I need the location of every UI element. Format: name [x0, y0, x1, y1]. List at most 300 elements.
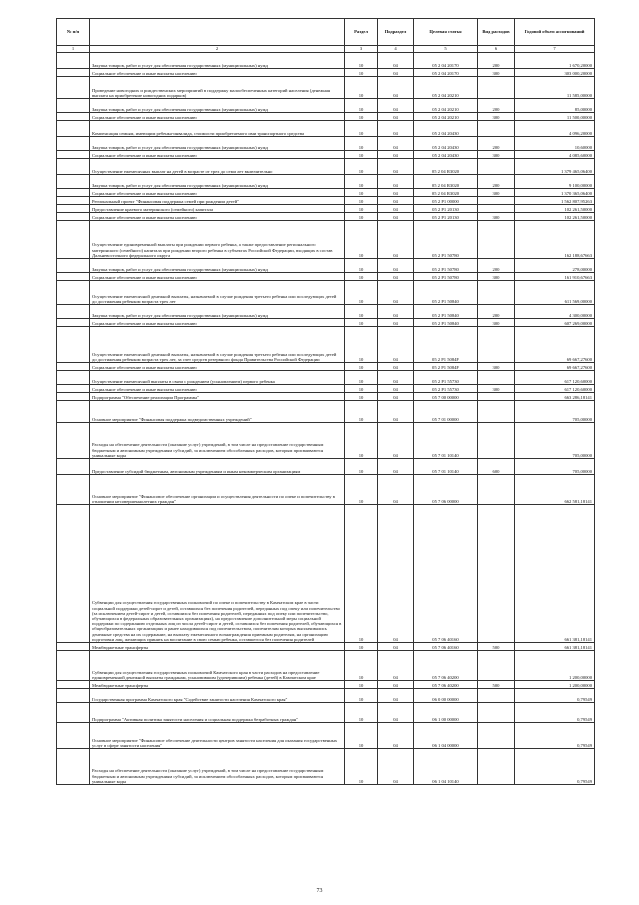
row-sum-cell: 4 096,20000	[515, 121, 595, 137]
row-num-cell	[57, 69, 90, 77]
row-sum-cell: 161 910,67663	[515, 273, 595, 281]
row-podrazdel-cell: 04	[378, 53, 414, 69]
row-razdel-cell: 10	[345, 423, 378, 459]
row-vid-cell	[478, 689, 515, 703]
row-razdel-cell: 10	[345, 69, 378, 77]
row-sum-cell: 1 200,00000	[515, 681, 595, 689]
row-podrazdel-cell: 04	[378, 259, 414, 273]
row-name-cell: Осуществление ежемесячной денежной выплаты, назначаемой в случае рождения третьего ребенка или последующих детей до достижения ребенком возраста трех лет, за счет средств резервного фонда Правительства Российской Федерации	[90, 327, 345, 363]
row-target-cell: 05 2 04 20170	[414, 69, 478, 77]
row-razdel-cell: 10	[345, 651, 378, 681]
row-razdel-cell: 10	[345, 137, 378, 151]
row-razdel-cell: 10	[345, 643, 378, 651]
row-num-cell	[57, 459, 90, 475]
row-num-cell	[57, 651, 90, 681]
row-podrazdel-cell: 04	[378, 121, 414, 137]
table-row	[57, 505, 595, 643]
row-podrazdel-cell: 04	[378, 319, 414, 327]
table-row	[57, 99, 595, 113]
row-name-cell: Осуществление ежемесячных выплат на детей в возрасте от трех до семи лет включительно	[90, 159, 345, 175]
header-target: Целевая статья	[414, 19, 478, 46]
row-razdel-cell: 10	[345, 53, 378, 69]
table-row	[57, 319, 595, 327]
row-razdel-cell: 10	[345, 385, 378, 393]
row-target-cell: 05 7 01 00000	[414, 401, 478, 423]
row-razdel-cell: 10	[345, 221, 378, 259]
row-num-cell	[57, 121, 90, 137]
budget-table-sheet	[56, 18, 594, 785]
row-target-cell: 05 7 06 40200	[414, 651, 478, 681]
row-vid-cell: 300	[478, 273, 515, 281]
row-vid-cell: 300	[478, 189, 515, 197]
row-name-cell: Осуществление ежемесячной выплаты в связи с рождением (усыновлением) первого ребенка	[90, 371, 345, 385]
row-num-cell	[57, 319, 90, 327]
row-name-cell: Социальное обеспечение и иные выплаты населению	[90, 363, 345, 371]
row-sum-cell: 4 085,60000	[515, 151, 595, 159]
row-podrazdel-cell: 04	[378, 423, 414, 459]
row-vid-cell: 300	[478, 151, 515, 159]
row-name-cell: Закупка товаров, работ и услуг для обеспечения государственных (муниципальных) нужд	[90, 305, 345, 319]
row-num-cell	[57, 189, 90, 197]
row-razdel-cell: 10	[345, 77, 378, 99]
row-vid-cell: 300	[478, 213, 515, 221]
table-row	[57, 221, 595, 259]
row-razdel-cell: 10	[345, 205, 378, 213]
row-razdel-cell: 10	[345, 371, 378, 385]
table-row	[57, 69, 595, 77]
row-vid-cell	[478, 371, 515, 385]
row-name-cell: Социальное обеспечение и иные выплаты населению	[90, 385, 345, 393]
row-vid-cell: 200	[478, 175, 515, 189]
row-podrazdel-cell: 04	[378, 327, 414, 363]
table-row	[57, 281, 595, 305]
row-target-cell: 05 2 04 R3020	[414, 189, 478, 197]
row-num-cell	[57, 393, 90, 401]
row-num-cell	[57, 53, 90, 69]
row-num-cell	[57, 259, 90, 273]
row-sum-cell: 10,60000	[515, 137, 595, 151]
row-podrazdel-cell: 04	[378, 137, 414, 151]
row-razdel-cell: 10	[345, 99, 378, 113]
row-sum-cell: 4 300,00000	[515, 305, 595, 319]
row-podrazdel-cell: 04	[378, 401, 414, 423]
row-num-cell	[57, 305, 90, 319]
row-sum-cell: 705,00000	[515, 459, 595, 475]
row-razdel-cell: 10	[345, 505, 378, 643]
row-sum-cell: 0,79549	[515, 749, 595, 785]
row-sum-cell: 663 286,18141	[515, 393, 595, 401]
row-razdel-cell: 10	[345, 393, 378, 401]
row-podrazdel-cell: 04	[378, 99, 414, 113]
column-number: 5	[414, 46, 478, 53]
row-target-cell: 05 7 06 40160	[414, 643, 478, 651]
row-razdel-cell: 10	[345, 475, 378, 505]
row-sum-cell: 9 100,00000	[515, 175, 595, 189]
row-vid-cell	[478, 393, 515, 401]
table-row	[57, 53, 595, 69]
row-vid-cell: 200	[478, 53, 515, 69]
row-podrazdel-cell: 04	[378, 305, 414, 319]
column-number: 1	[57, 46, 90, 53]
row-num-cell	[57, 371, 90, 385]
table-row	[57, 371, 595, 385]
row-vid-cell: 500	[478, 643, 515, 651]
row-razdel-cell: 10	[345, 213, 378, 221]
row-sum-cell: 278,00000	[515, 259, 595, 273]
row-vid-cell	[478, 327, 515, 363]
row-sum-cell: 611 569,00000	[515, 281, 595, 305]
table-row	[57, 175, 595, 189]
row-razdel-cell: 10	[345, 723, 378, 749]
table-row	[57, 259, 595, 273]
table-row	[57, 643, 595, 651]
row-sum-cell: 0,79549	[515, 723, 595, 749]
table-row	[57, 137, 595, 151]
row-razdel-cell: 10	[345, 401, 378, 423]
row-name-cell: Основное мероприятие "Финансовое обеспечение организации и осуществления деятельности по опеке и попечительству в отношении несовершеннолетних граждан"	[90, 475, 345, 505]
row-name-cell: Закупка товаров, работ и услуг для обеспечения государственных (муниципальных) нужд	[90, 137, 345, 151]
row-razdel-cell: 10	[345, 151, 378, 159]
row-target-cell: 05 2 P1 5084F	[414, 363, 478, 371]
column-number: 3	[345, 46, 378, 53]
row-num-cell	[57, 681, 90, 689]
row-podrazdel-cell: 04	[378, 475, 414, 505]
row-podrazdel-cell: 04	[378, 273, 414, 281]
row-name-cell: Расходы на обеспечение деятельности (оказание услуг) учреждений, в том числе на предоставление государственным бюджетным и автономным учреждениям субсидий, за исключением обособленных расходов, которым присваиваются уникальные коды	[90, 423, 345, 459]
table-row	[57, 273, 595, 281]
row-name-cell: Подпрограмма "Обеспечение реализации Программы"	[90, 393, 345, 401]
table-row	[57, 681, 595, 689]
row-num-cell	[57, 423, 90, 459]
row-name-cell: Межбюджетные трансферты	[90, 681, 345, 689]
row-sum-cell: 1 370 365,06400	[515, 189, 595, 197]
row-razdel-cell: 10	[345, 259, 378, 273]
row-razdel-cell: 10	[345, 459, 378, 475]
column-number: 2	[90, 46, 345, 53]
table-row	[57, 159, 595, 175]
row-vid-cell	[478, 121, 515, 137]
row-num-cell	[57, 205, 90, 213]
table-row	[57, 703, 595, 723]
row-name-cell: Региональный проект "Финансовая поддержка семей при рождении детей"	[90, 197, 345, 205]
row-vid-cell	[478, 505, 515, 643]
row-razdel-cell: 10	[345, 703, 378, 723]
row-podrazdel-cell: 04	[378, 385, 414, 393]
row-vid-cell: 300	[478, 113, 515, 121]
row-target-cell: 06 1 04 10140	[414, 749, 478, 785]
row-razdel-cell: 10	[345, 363, 378, 371]
row-vid-cell: 200	[478, 137, 515, 151]
row-target-cell: 05 2 04 R3020	[414, 159, 478, 175]
row-podrazdel-cell: 04	[378, 651, 414, 681]
row-sum-cell: 1 200,00000	[515, 651, 595, 681]
row-razdel-cell: 10	[345, 305, 378, 319]
page-number: 73	[316, 888, 323, 894]
row-name-cell: Закупка товаров, работ и услуг для обеспечения государственных (муниципальных) нужд	[90, 99, 345, 113]
row-num-cell	[57, 401, 90, 423]
row-vid-cell	[478, 221, 515, 259]
row-podrazdel-cell: 04	[378, 459, 414, 475]
table-body	[57, 53, 595, 785]
row-num-cell	[57, 475, 90, 505]
row-vid-cell: 600	[478, 459, 515, 475]
row-sum-cell: 617 120,60000	[515, 385, 595, 393]
header-razdel: Раздел	[345, 19, 378, 46]
row-razdel-cell: 10	[345, 689, 378, 703]
row-name-cell: Предоставление субсидий бюджетным, автономным учреждениям и иным некоммерческим организациям	[90, 459, 345, 475]
row-target-cell: 05 2 P1 55730	[414, 371, 478, 385]
row-sum-cell: 607 269,00000	[515, 319, 595, 327]
row-sum-cell: 162 188,67663	[515, 221, 595, 259]
row-name-cell: Компенсация семьям, имеющим ребенка-инвалида, стоимости приобретаемого ими транспортного средства	[90, 121, 345, 137]
row-podrazdel-cell: 04	[378, 69, 414, 77]
row-vid-cell: 200	[478, 305, 515, 319]
row-name-cell: Социальное обеспечение и иные выплаты населению	[90, 213, 345, 221]
row-sum-cell: 617 120,60000	[515, 371, 595, 385]
row-target-cell: 05 7 06 40160	[414, 505, 478, 643]
row-name-cell: Субвенции для осуществления государственных полномочий Камчатского края в части расходов на предоставление единовременной денежной выплаты гражданам, усыновившим (удочерившим) ребенка (детей) в Камчатском крае	[90, 651, 345, 681]
row-vid-cell	[478, 423, 515, 459]
row-num-cell	[57, 643, 90, 651]
row-podrazdel-cell: 04	[378, 505, 414, 643]
table-row	[57, 423, 595, 459]
row-podrazdel-cell: 04	[378, 77, 414, 99]
row-podrazdel-cell: 04	[378, 393, 414, 401]
row-podrazdel-cell: 04	[378, 371, 414, 385]
row-num-cell	[57, 327, 90, 363]
header-sum: Годовой объем ассигнований	[515, 19, 595, 46]
row-name-cell: Социальное обеспечение и иные выплаты населению	[90, 319, 345, 327]
row-name-cell: Предоставление краевого материнского (семейного) капитала	[90, 205, 345, 213]
row-podrazdel-cell: 04	[378, 681, 414, 689]
header-podrazdel: Подраздел	[378, 19, 414, 46]
row-target-cell: 05 7 01 10140	[414, 459, 478, 475]
row-vid-cell: 200	[478, 259, 515, 273]
row-target-cell: 05 7 06 40200	[414, 681, 478, 689]
table-row	[57, 121, 595, 137]
row-sum-cell: 661 381,18141	[515, 643, 595, 651]
row-podrazdel-cell: 04	[378, 151, 414, 159]
row-target-cell: 05 2 P1 00000	[414, 197, 478, 205]
table-row	[57, 189, 595, 197]
row-vid-cell: 300	[478, 69, 515, 77]
row-name-cell: Социальное обеспечение и иные выплаты населению	[90, 69, 345, 77]
row-name-cell: Закупка товаров, работ и услуг для обеспечения государственных (муниципальных) нужд	[90, 53, 345, 69]
row-num-cell	[57, 703, 90, 723]
budget-table	[56, 18, 595, 785]
row-num-cell	[57, 151, 90, 159]
row-razdel-cell: 10	[345, 749, 378, 785]
table-row	[57, 77, 595, 99]
row-sum-cell: 303 000,20000	[515, 69, 595, 77]
row-sum-cell: 69 667,27600	[515, 363, 595, 371]
row-target-cell: 05 2 P1 55730	[414, 385, 478, 393]
row-razdel-cell: 10	[345, 175, 378, 189]
row-podrazdel-cell: 04	[378, 213, 414, 221]
row-vid-cell: 200	[478, 99, 515, 113]
row-sum-cell: 102 261,50000	[515, 213, 595, 221]
row-target-cell: 05 2 04 20170	[414, 53, 478, 69]
row-target-cell: 05 2 P1 20130	[414, 205, 478, 213]
row-razdel-cell: 10	[345, 197, 378, 205]
table-row	[57, 305, 595, 319]
row-name-cell: Проведение новогодних и рождественских мероприятий в поддержку малообеспеченных категорий населения (денежная выплата на приобретение новогодних подарков)	[90, 77, 345, 99]
row-target-cell: 05 2 04 20210	[414, 113, 478, 121]
row-name-cell: Закупка товаров, работ и услуг для обеспечения государственных (муниципальных) нужд	[90, 259, 345, 273]
row-podrazdel-cell: 04	[378, 159, 414, 175]
table-row	[57, 197, 595, 205]
row-name-cell: Основное мероприятие "Финансовая поддержка подведомственных учреждений"	[90, 401, 345, 423]
row-razdel-cell: 10	[345, 681, 378, 689]
row-target-cell: 05 2 P1 50840	[414, 281, 478, 305]
row-vid-cell	[478, 77, 515, 99]
table-row	[57, 113, 595, 121]
row-sum-cell: 69 667,27600	[515, 327, 595, 363]
row-target-cell: 06 1 00 00000	[414, 703, 478, 723]
row-name-cell: Расходы на обеспечение деятельности (оказание услуг) учреждений, в том числе на предоставление государственным бюджетным и автономным учреждениям субсидий, за исключением обособленных расходов, которым присваиваются уникальные коды	[90, 749, 345, 785]
row-sum-cell: 1 670,20000	[515, 53, 595, 69]
row-target-cell: 06 1 04 00000	[414, 723, 478, 749]
row-sum-cell: 705,00000	[515, 401, 595, 423]
table-row	[57, 205, 595, 213]
row-num-cell	[57, 175, 90, 189]
row-sum-cell: 85,00000	[515, 99, 595, 113]
row-target-cell: 05 2 P1 50840	[414, 305, 478, 319]
row-podrazdel-cell: 04	[378, 689, 414, 703]
row-num-cell	[57, 363, 90, 371]
row-target-cell: 06 0 00 00000	[414, 689, 478, 703]
table-row	[57, 401, 595, 423]
row-target-cell: 05 2 P1 50780	[414, 221, 478, 259]
row-num-cell	[57, 221, 90, 259]
row-num-cell	[57, 137, 90, 151]
table-row	[57, 723, 595, 749]
row-podrazdel-cell: 04	[378, 281, 414, 305]
header-name	[90, 19, 345, 46]
row-podrazdel-cell: 04	[378, 205, 414, 213]
table-row	[57, 475, 595, 505]
row-num-cell	[57, 77, 90, 99]
row-name-cell: Государственная программа Камчатского края "Содействие занятости населения Камчатского края"	[90, 689, 345, 703]
row-target-cell: 05 2 P1 50780	[414, 273, 478, 281]
row-num-cell	[57, 99, 90, 113]
row-vid-cell	[478, 401, 515, 423]
row-sum-cell: 1 379 465,06400	[515, 159, 595, 175]
row-num-cell	[57, 505, 90, 643]
row-vid-cell: 300	[478, 385, 515, 393]
row-name-cell: Социальное обеспечение и иные выплаты населению	[90, 273, 345, 281]
row-target-cell: 05 7 00 00000	[414, 393, 478, 401]
row-target-cell: 05 2 04 20430	[414, 121, 478, 137]
row-target-cell: 05 7 01 10140	[414, 423, 478, 459]
row-razdel-cell: 10	[345, 189, 378, 197]
row-podrazdel-cell: 04	[378, 189, 414, 197]
row-podrazdel-cell: 04	[378, 197, 414, 205]
row-sum-cell: 662 581,18141	[515, 475, 595, 505]
row-name-cell: Подпрограмма "Активная политика занятости населения и социальная поддержка безработных граждан"	[90, 703, 345, 723]
row-razdel-cell: 10	[345, 113, 378, 121]
column-number: 6	[478, 46, 515, 53]
row-vid-cell	[478, 475, 515, 505]
row-sum-cell: 661 381,18141	[515, 505, 595, 643]
row-razdel-cell: 10	[345, 281, 378, 305]
table-row	[57, 213, 595, 221]
row-sum-cell: 0,79549	[515, 689, 595, 703]
row-vid-cell	[478, 749, 515, 785]
row-razdel-cell: 10	[345, 159, 378, 175]
row-name-cell: Социальное обеспечение и иные выплаты населению	[90, 189, 345, 197]
row-target-cell: 05 2 P1 20130	[414, 213, 478, 221]
row-target-cell: 05 2 04 20210	[414, 77, 478, 99]
row-vid-cell	[478, 281, 515, 305]
row-sum-cell: 1 562 807,95263	[515, 197, 595, 205]
row-target-cell: 05 2 P1 50840	[414, 319, 478, 327]
row-podrazdel-cell: 04	[378, 749, 414, 785]
table-row	[57, 151, 595, 159]
row-vid-cell	[478, 723, 515, 749]
row-vid-cell	[478, 197, 515, 205]
row-vid-cell: 300	[478, 363, 515, 371]
row-razdel-cell: 10	[345, 319, 378, 327]
row-podrazdel-cell: 04	[378, 221, 414, 259]
row-name-cell: Закупка товаров, работ и услуг для обеспечения государственных (муниципальных) нужд	[90, 175, 345, 189]
row-target-cell: 05 7 06 00000	[414, 475, 478, 505]
row-vid-cell: 300	[478, 319, 515, 327]
row-num-cell	[57, 159, 90, 175]
table-row	[57, 327, 595, 363]
row-num-cell	[57, 273, 90, 281]
row-name-cell: Осуществление ежемесячной денежной выплаты, назначаемой в случае рождения третьего ребенка или последующих детей до достижения ребенком возраста трех лет	[90, 281, 345, 305]
row-target-cell: 05 2 04 20210	[414, 99, 478, 113]
row-name-cell: Осуществление единовременной выплаты при рождении первого ребенка, а также предоставление регионального материнского (семейного) капитала при рождении второго ребенка в субъектах Российской Федерации, входящих в состав Дальневосточного федерального округа	[90, 221, 345, 259]
table-row	[57, 689, 595, 703]
row-sum-cell: 705,00000	[515, 423, 595, 459]
row-name-cell: Субвенции для осуществления государственных полномочий по опеке и попечительству в Камчатском крае в части социальной поддержки детей-сирот и детей, оставшихся без попечения родителей, переданных под опеку или попечительство (за исключением детей-сирот и детей, оставшихся без попечения родителей, переданных под опеку или попечительство, обучающихся в федеральных образовательных организациях), на предоставление дополнительной меры социальной поддержки по содержанию отдельных лиц из числа детей-сирот и детей, оставшихся без попечения родителей, обучающихся в общеобразовательных организациях и ранее находившихся под попечительством, попечителям которых выплачивались денежные средства на их содержание, на выплату ежемесячного вознаграждения приемным родителям, на организацию подготовки лиц, желающих принять на воспитание в свою семью ребенка, оставшегося без попечения родителей	[90, 505, 345, 643]
table-row	[57, 393, 595, 401]
row-name-cell: Социальное обеспечение и иные выплаты населению	[90, 113, 345, 121]
row-sum-cell: 102 261,50000	[515, 205, 595, 213]
row-vid-cell	[478, 205, 515, 213]
row-target-cell: 05 2 04 R3020	[414, 175, 478, 189]
row-num-cell	[57, 281, 90, 305]
row-target-cell: 05 2 04 20430	[414, 151, 478, 159]
table-row	[57, 385, 595, 393]
row-podrazdel-cell: 04	[378, 703, 414, 723]
row-razdel-cell: 10	[345, 273, 378, 281]
row-name-cell: Основное мероприятие "Финансовое обеспечение деятельности центров занятости населения для оказания государственных услуг в сфере занятости населения"	[90, 723, 345, 749]
column-number: 4	[378, 46, 414, 53]
table-header-row	[57, 19, 595, 46]
row-sum-cell: 11 585,00000	[515, 77, 595, 99]
row-num-cell	[57, 723, 90, 749]
row-num-cell	[57, 689, 90, 703]
table-row	[57, 749, 595, 785]
row-vid-cell	[478, 651, 515, 681]
column-number: 7	[515, 46, 595, 53]
row-vid-cell	[478, 703, 515, 723]
row-vid-cell	[478, 159, 515, 175]
row-target-cell: 05 2 04 20430	[414, 137, 478, 151]
row-podrazdel-cell: 04	[378, 175, 414, 189]
column-number-row	[57, 46, 595, 53]
row-num-cell	[57, 385, 90, 393]
row-num-cell	[57, 197, 90, 205]
row-num-cell	[57, 113, 90, 121]
row-podrazdel-cell: 04	[378, 643, 414, 651]
row-target-cell: 05 2 P1 5084F	[414, 327, 478, 363]
row-name-cell: Межбюджетные трансферты	[90, 643, 345, 651]
row-num-cell	[57, 213, 90, 221]
